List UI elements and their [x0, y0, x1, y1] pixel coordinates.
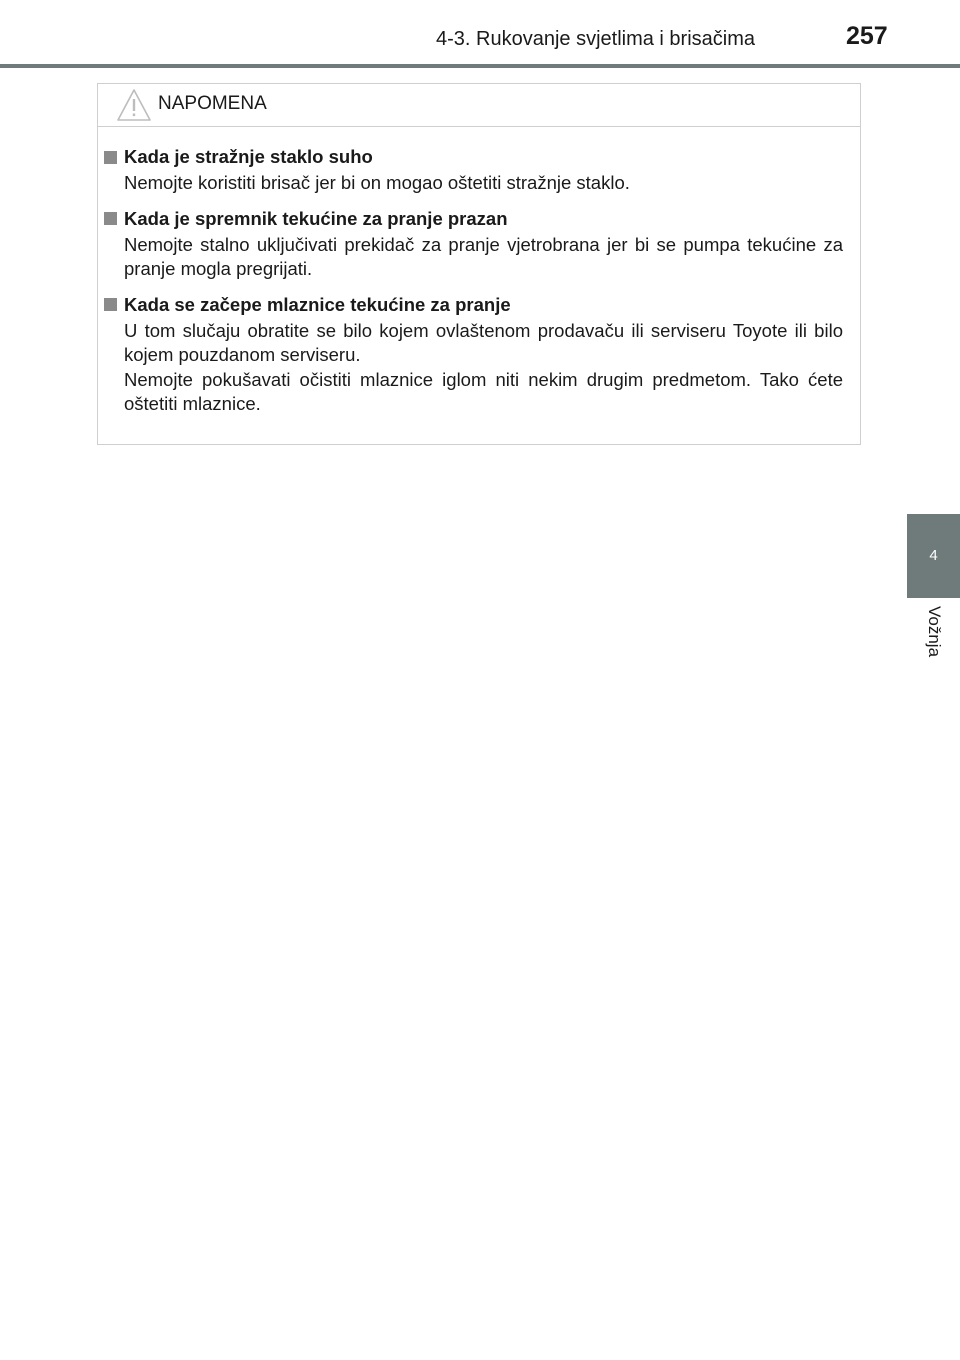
item-paragraph: Nemojte pokušavati očistiti mlaznice iglom niti nekim drugim predmetom. Tako ćete oštetiti mlaznice.	[124, 368, 843, 414]
item-heading	[104, 205, 843, 233]
item-paragraph: Nemojte koristiti brisač jer bi on mogao oštetiti stražnje staklo.	[124, 172, 630, 193]
square-bullet-icon	[104, 298, 117, 311]
notice-item	[104, 205, 843, 282]
item-heading	[104, 143, 843, 171]
header-rule	[0, 64, 960, 68]
item-text	[124, 233, 843, 282]
notice-title: NAPOMENA	[158, 93, 267, 114]
chapter-number: 4	[929, 547, 938, 564]
item-text	[124, 319, 843, 417]
page-number: 257	[846, 22, 888, 50]
square-bullet-icon	[104, 151, 117, 164]
item-paragraph: U tom slučaju obratite se bilo kojem ovlaštenom prodavaču ili serviseru Toyote ili bilo kojem pouzdanom serviseru.	[124, 319, 843, 365]
item-heading-text: Kada je spremnik tekućine za pranje prazan	[124, 207, 508, 229]
section-title: 4-3. Rukovanje svjetlima i brisačima	[436, 28, 756, 50]
item-text	[124, 171, 843, 196]
item-paragraph: Nemojte stalno uključivati prekidač za pranje vjetrobrana jer bi se pumpa tekućine za pranje mogla pregrijati.	[124, 233, 843, 279]
notice-item	[104, 143, 843, 196]
square-bullet-icon	[104, 212, 117, 225]
item-heading	[104, 291, 843, 319]
notice-body	[98, 127, 860, 417]
chapter-label: Vožnja	[925, 606, 944, 658]
warning-triangle-icon	[116, 88, 152, 122]
item-heading-text: Kada je stražnje staklo suho	[124, 146, 373, 167]
notice-item	[104, 291, 843, 417]
notice-box	[97, 83, 861, 445]
item-heading-text: Kada se začepe mlaznice tekućine za pranje	[124, 293, 511, 315]
notice-header	[98, 84, 860, 127]
chapter-tab	[907, 514, 960, 598]
